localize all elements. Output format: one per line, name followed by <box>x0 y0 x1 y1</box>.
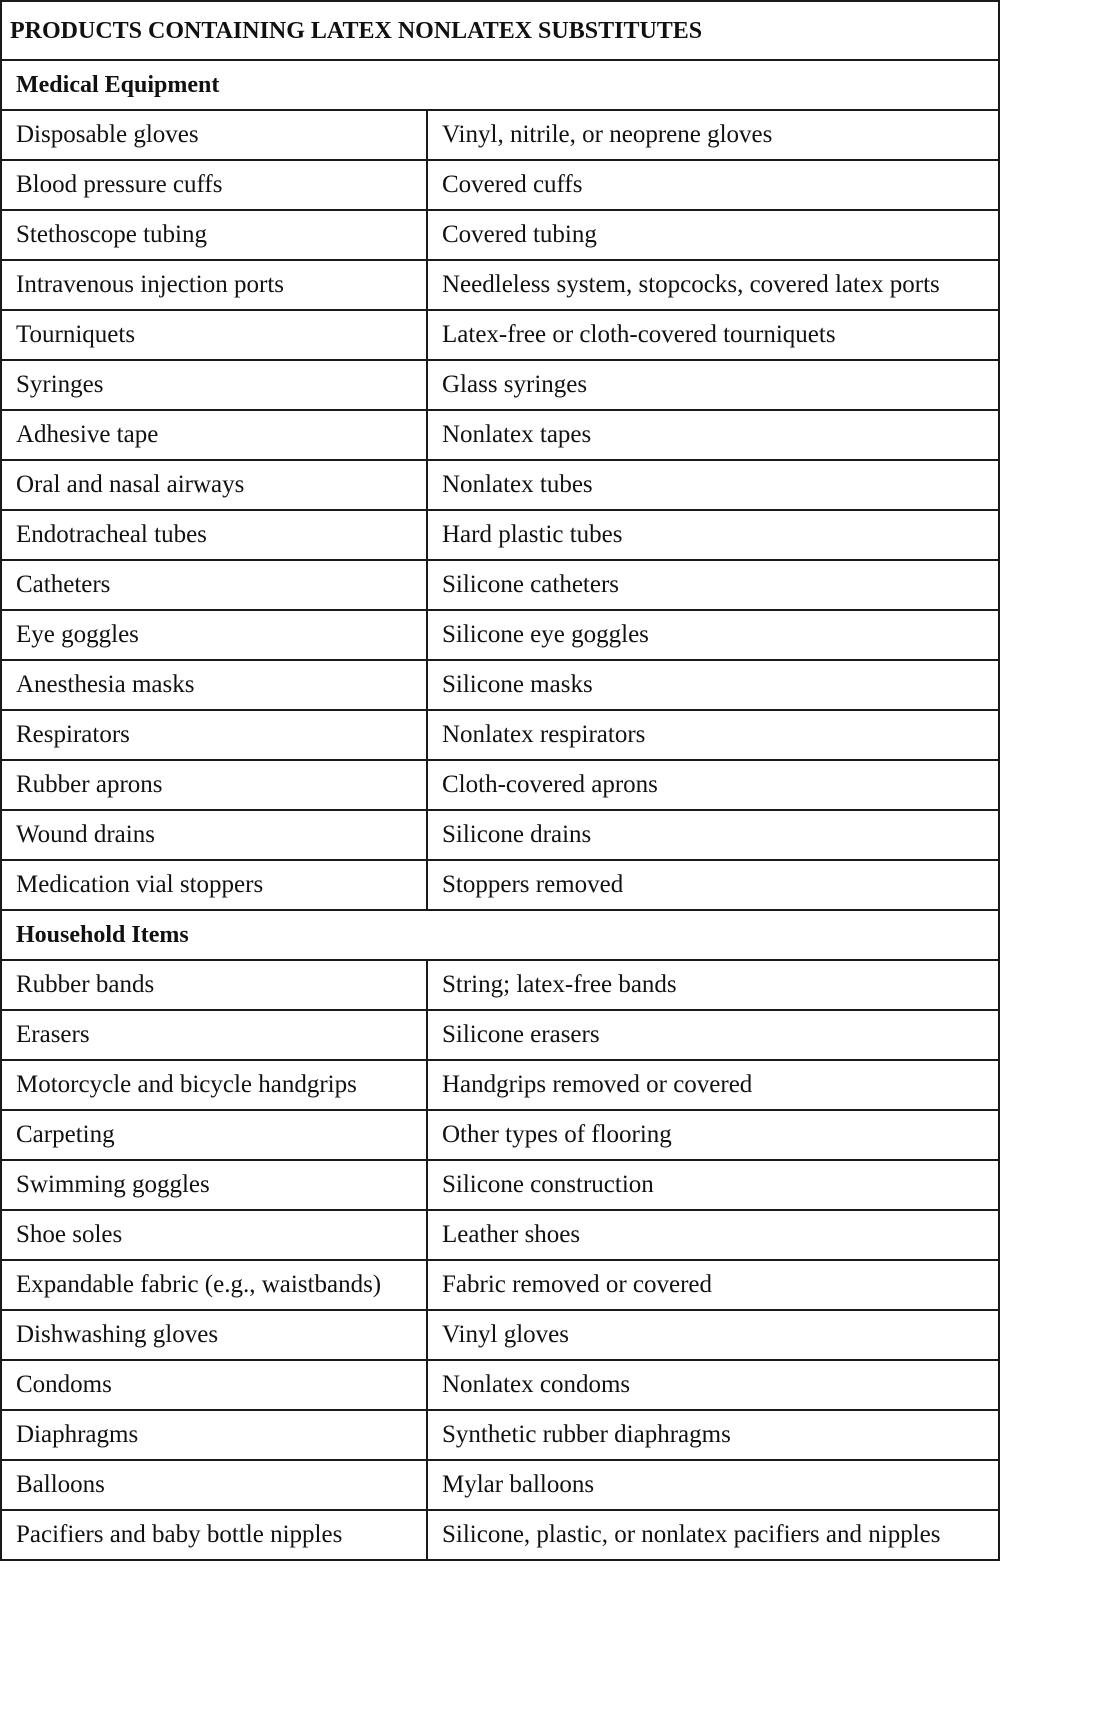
table-row <box>1 760 999 810</box>
section-heading: Medical Equipment <box>1 60 999 110</box>
table-row <box>1 410 999 460</box>
product-cell: Diaphragms <box>1 1410 427 1460</box>
substitute-cell: Fabric removed or covered <box>427 1260 999 1310</box>
substitute-cell: Latex-free or cloth-covered tourniquets <box>427 310 999 360</box>
product-cell: Wound drains <box>1 810 427 860</box>
product-cell: Shoe soles <box>1 1210 427 1260</box>
product-cell: Condoms <box>1 1360 427 1410</box>
substitute-cell: Hard plastic tubes <box>427 510 999 560</box>
substitute-cell: Silicone drains <box>427 810 999 860</box>
table-row <box>1 1260 999 1310</box>
substitute-cell: Silicone catheters <box>427 560 999 610</box>
substitute-cell: Nonlatex tubes <box>427 460 999 510</box>
table-title-row <box>1 1 999 60</box>
table-row <box>1 310 999 360</box>
substitute-cell: Other types of flooring <box>427 1110 999 1160</box>
table-row <box>1 1510 999 1560</box>
substitute-cell: Silicone erasers <box>427 1010 999 1060</box>
table-row <box>1 860 999 910</box>
table-row <box>1 510 999 560</box>
product-cell: Disposable gloves <box>1 110 427 160</box>
product-cell: Adhesive tape <box>1 410 427 460</box>
substitute-cell: Nonlatex tapes <box>427 410 999 460</box>
table-row <box>1 610 999 660</box>
substitute-cell: Stoppers removed <box>427 860 999 910</box>
table-row <box>1 1060 999 1110</box>
table-body <box>1 1 999 1560</box>
table-row <box>1 1360 999 1410</box>
product-cell: Balloons <box>1 1460 427 1510</box>
product-cell: Motorcycle and bicycle handgrips <box>1 1060 427 1110</box>
table-title: PRODUCTS CONTAINING LATEX NONLATEX SUBSTITUTES <box>1 1 999 60</box>
table-row <box>1 160 999 210</box>
product-cell: Stethoscope tubing <box>1 210 427 260</box>
product-cell: Respirators <box>1 710 427 760</box>
table-row <box>1 960 999 1010</box>
table-row <box>1 260 999 310</box>
table-row <box>1 1410 999 1460</box>
table-row <box>1 810 999 860</box>
substitute-cell: Mylar balloons <box>427 1460 999 1510</box>
substitute-cell: Covered cuffs <box>427 160 999 210</box>
product-cell: Carpeting <box>1 1110 427 1160</box>
table-row <box>1 710 999 760</box>
product-cell: Pacifiers and baby bottle nipples <box>1 1510 427 1560</box>
product-cell: Blood pressure cuffs <box>1 160 427 210</box>
section-heading-row <box>1 910 999 960</box>
section-heading: Household Items <box>1 910 999 960</box>
substitute-cell: Silicone eye goggles <box>427 610 999 660</box>
table-row <box>1 360 999 410</box>
product-cell: Anesthesia masks <box>1 660 427 710</box>
table-row <box>1 1160 999 1210</box>
substitute-cell: Nonlatex respirators <box>427 710 999 760</box>
substitute-cell: Needleless system, stopcocks, covered latex ports <box>427 260 999 310</box>
substitute-cell: Cloth-covered aprons <box>427 760 999 810</box>
table-row <box>1 1210 999 1260</box>
table-row <box>1 210 999 260</box>
product-cell: Tourniquets <box>1 310 427 360</box>
substitute-cell: Vinyl gloves <box>427 1310 999 1360</box>
product-cell: Expandable fabric (e.g., waistbands) <box>1 1260 427 1310</box>
product-cell: Oral and nasal airways <box>1 460 427 510</box>
product-cell: Medication vial stoppers <box>1 860 427 910</box>
table-row <box>1 1010 999 1060</box>
section-heading-row <box>1 60 999 110</box>
product-cell: Syringes <box>1 360 427 410</box>
product-cell: Eye goggles <box>1 610 427 660</box>
substitute-cell: Synthetic rubber diaphragms <box>427 1410 999 1460</box>
product-cell: Catheters <box>1 560 427 610</box>
substitute-cell: Vinyl, nitrile, or neoprene gloves <box>427 110 999 160</box>
table-row <box>1 1110 999 1160</box>
product-cell: Erasers <box>1 1010 427 1060</box>
table-row <box>1 1310 999 1360</box>
substitute-cell: Leather shoes <box>427 1210 999 1260</box>
substitute-cell: Silicone construction <box>427 1160 999 1210</box>
substitute-cell: Handgrips removed or covered <box>427 1060 999 1110</box>
substitute-cell: Silicone masks <box>427 660 999 710</box>
product-cell: Swimming goggles <box>1 1160 427 1210</box>
product-cell: Rubber aprons <box>1 760 427 810</box>
table-row <box>1 660 999 710</box>
substitute-cell: Covered tubing <box>427 210 999 260</box>
product-cell: Intravenous injection ports <box>1 260 427 310</box>
substitute-cell: Nonlatex condoms <box>427 1360 999 1410</box>
product-cell: Rubber bands <box>1 960 427 1010</box>
substitute-cell: String; latex-free bands <box>427 960 999 1010</box>
table-row <box>1 110 999 160</box>
product-cell: Endotracheal tubes <box>1 510 427 560</box>
substitute-cell: Glass syringes <box>427 360 999 410</box>
product-cell: Dishwashing gloves <box>1 1310 427 1360</box>
substitute-cell: Silicone, plastic, or nonlatex pacifiers and nipples <box>427 1510 999 1560</box>
table-row <box>1 1460 999 1510</box>
table-row <box>1 460 999 510</box>
table-row <box>1 560 999 610</box>
